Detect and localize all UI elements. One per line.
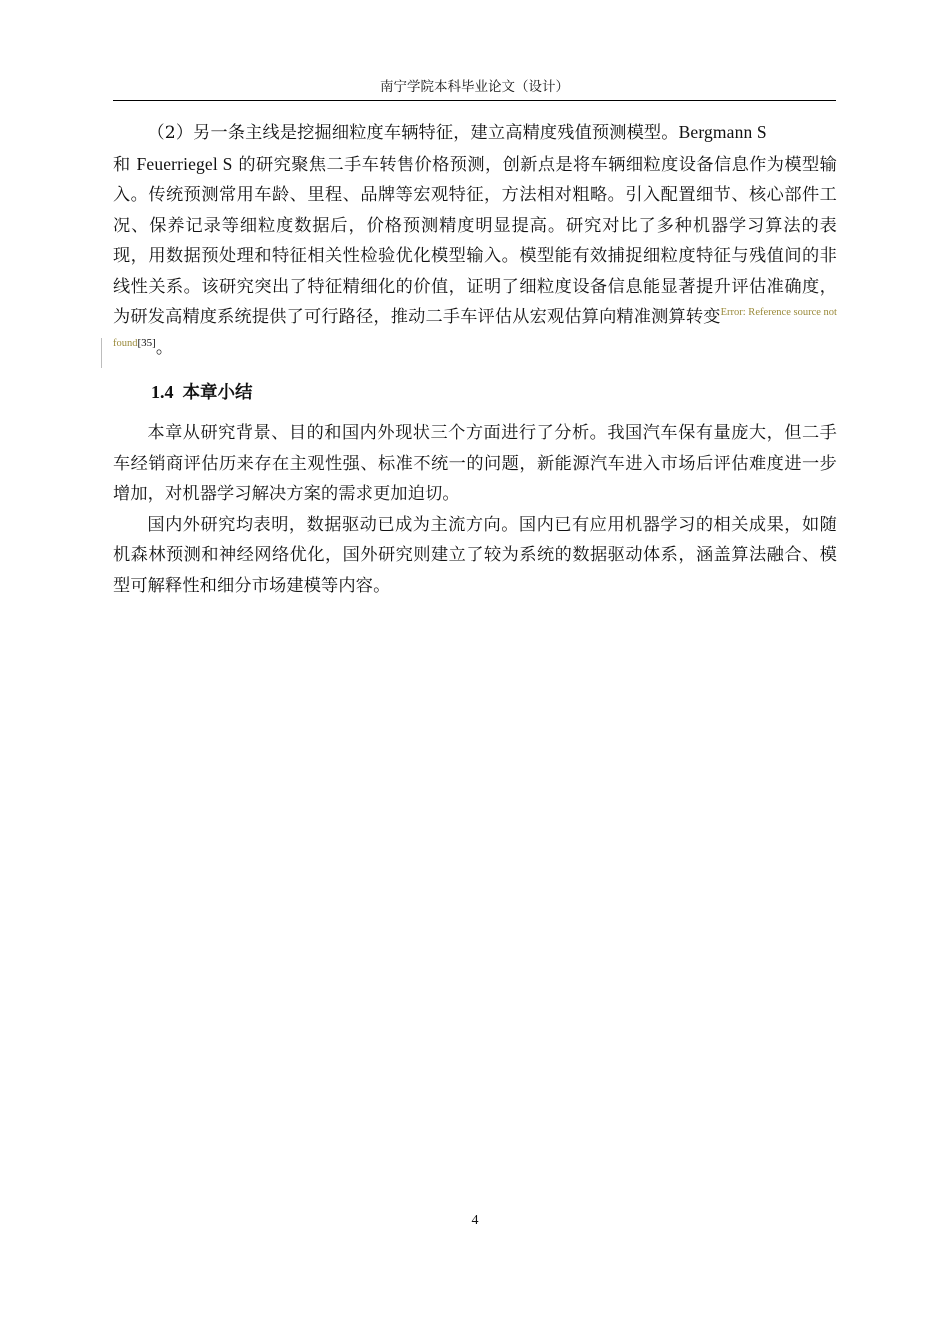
running-header: 南宁学院本科毕业论文（设计） (380, 79, 569, 95)
author-feuerriegel: Feuerriegel S (136, 153, 233, 174)
section-title: 本章小结 (182, 383, 253, 403)
paragraph-chapter-summary-2: 国内外研究均表明，数据驱动已成为主流方向。国内已有应用机器学习的相关成果，如随机森林预测和神经网络优化，国外研究则建立了较为系统的数据驱动体系，涵盖算法融合、模型可解释性和细分市场建模等内容。 (113, 514, 837, 596)
author-bergmann: Bergmann S (678, 122, 767, 142)
reference-error-field[interactable]: Error: Reference source not found (113, 307, 837, 349)
paragraph-1-part-3: 的研究聚焦二手车转售价格预测，创新点是将车辆细粒度设备信息作为模型输入。传统预测常用车龄、里程、品牌等宏观特征，方法相对粗略。引入配置细节、核心部件工况、保养记录等细粒度数据后，价格预测精度明显提高。研究对比了多种机器学习算法的表现，用数据预处理和特征相关性检验优化模型输入。模型能有效捕捉细粒度特征与残值间的非线性关系。该研究突出了特征精细化的价值，证明了细粒度设备信息能显著提升评估准确度，为研发高精度系统提供了可行路径，推动二手车评估从宏观估算向精准测算转变 (113, 154, 837, 327)
citation-superscript[interactable]: [35] (137, 336, 156, 349)
paragraph-1-part-1: （2）另一条主线是挖掘细粒度车辆特征，建立高精度残值预测模型。 (147, 123, 679, 143)
section-number: 1.4 (151, 382, 174, 402)
section-heading (113, 380, 837, 405)
body-text (113, 117, 837, 601)
paragraph-1-end: 。 (155, 337, 174, 358)
revision-change-bar (101, 338, 102, 368)
paragraph-chapter-summary-1: 本章从研究背景、目的和国内外现状三个方面进行了分析。我国汽车保有量庞大，但二手车经销商评估历来存在主观性强、标准不统一的问题，新能源汽车进入市场后评估难度进一步增加，对机器学习解决方案的需求更加迫切。 (113, 423, 837, 504)
paragraph-1-part-2: 和 (113, 154, 131, 175)
paragraph-fine-grained-features (113, 117, 837, 363)
page-number: 4 (471, 1213, 479, 1228)
header-rule (113, 100, 836, 101)
